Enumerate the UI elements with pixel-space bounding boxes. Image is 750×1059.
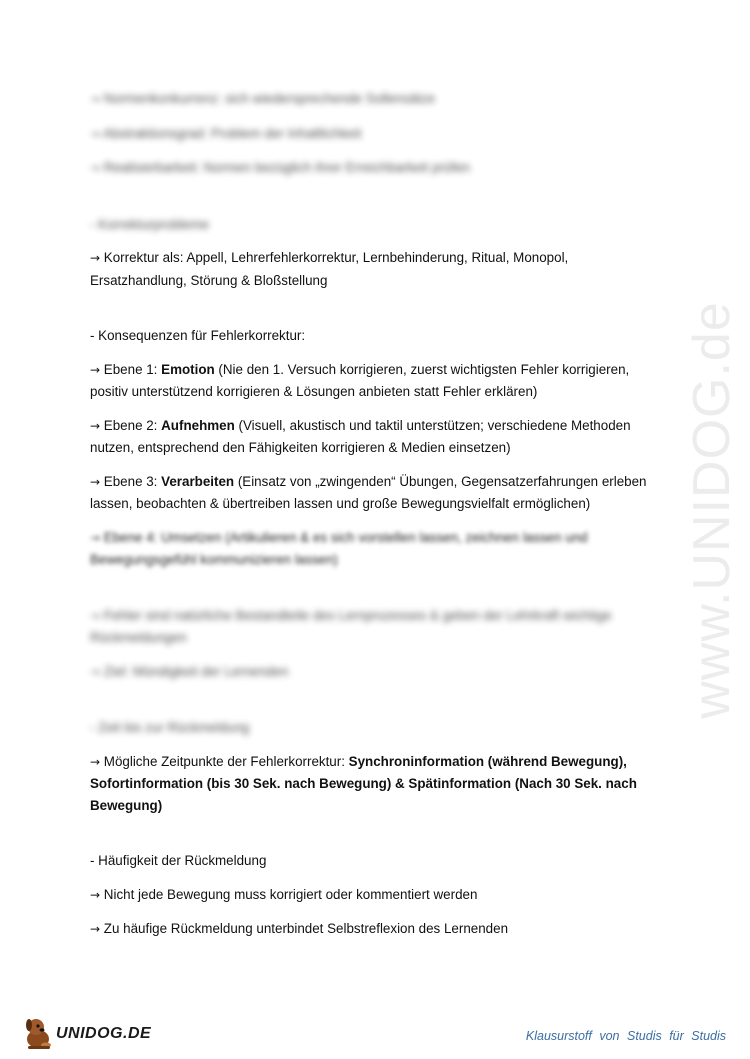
blurred-line-2: → Abstraktionsgrad: Problem der Inhaltlichkeit xyxy=(90,125,362,141)
ebene-2-paragraph: → Ebene 2: Aufnehmen (Visuell, akustisch und taktil unterstützen; verschiedene Methoden nutzen, entsprechend den Fähigkeiten korrigieren & Medien einsetzen) xyxy=(90,417,631,455)
watermark xyxy=(672,280,750,740)
zeitpunkte-paragraph: → Mögliche Zeitpunkte der Fehlerkorrektur: Synchroninformation (während Bewegung), Sofortinformation (bis 30 Sek. nach Bewegung) & Spätinformation (Nach 30 Sek. nach Bewegung) xyxy=(90,753,637,813)
footer-tagline: Klausurstoff von Studis für Studis xyxy=(525,1029,726,1043)
blurred-line-fehler: → Fehler sind natürliche Bestandteile des Lernprozesses & geben der Lehrkraft wichtige Rückmeldungen xyxy=(90,607,612,645)
arrow-icon: → xyxy=(90,362,101,377)
arrow-icon: → xyxy=(90,418,101,433)
blurred-line-3: → Realisierbarkeit: Normen bezüglich ihrer Erreichbarkeit prüfen xyxy=(90,160,470,175)
haeufigkeit-heading: - Häufigkeit der Rückmeldung xyxy=(90,853,267,868)
arrow-icon: → xyxy=(90,251,101,265)
document-body xyxy=(90,88,660,953)
blurred-line-ziel: → Ziel: Mündigkeit der Lernenden xyxy=(90,663,289,679)
arrow-icon: → xyxy=(90,887,101,902)
ebene-3-paragraph: → Ebene 3: Verarbeiten (Einsatz von „zwingenden“ Übungen, Gegensatzerfahrungen erleben lassen, beobachten & übertreiben lassen und große Bewegungsvielfalt ermöglichen) xyxy=(90,473,647,511)
arrow-icon: → xyxy=(90,474,101,489)
haeufigkeit-paragraph-2: → Zu häufige Rückmeldung unterbindet Selbstreflexion des Lernenden xyxy=(90,921,509,936)
page-footer xyxy=(0,1005,750,1059)
blurred-heading-zeit: - Zeit bis zur Rückmeldung xyxy=(90,720,250,735)
blurred-line-1: → Normenkonkurrenz: sich wiedersprechende Sollensätze xyxy=(90,91,436,106)
konsequenzen-heading: - Konsequenzen für Fehlerkorrektur: xyxy=(90,328,306,343)
watermark-text: www.UNIDOG.de xyxy=(683,301,741,719)
dog-icon xyxy=(22,1015,56,1051)
haeufigkeit-paragraph-1: → Nicht jede Bewegung muss korrigiert oder kommentiert werden xyxy=(90,886,478,902)
blurred-heading-korrekturprobleme: - Korrekturprobleme xyxy=(90,216,210,232)
unidog-logo[interactable] xyxy=(22,1015,162,1051)
ebene-1-paragraph: → Ebene 1: Emotion (Nie den 1. Versuch korrigieren, zuerst wichtigsten Fehler korrigieren, positiv unterstützend korrigieren & Lösungen anbieten statt Fehler erklären) xyxy=(90,361,630,399)
logo-text: UNIDOG.DE xyxy=(56,1025,152,1042)
blurred-ebene-4: → Ebene 4: Umsetzen (Artikulieren & es sich vorstellen lassen, zeichnen lassen und Bewegungsgefühl kommunizieren lassen) xyxy=(90,529,588,567)
arrow-icon: → xyxy=(90,922,101,936)
arrow-icon: → xyxy=(90,754,101,769)
korrektur-paragraph: → Korrektur als: Appell, Lehrerfehlerkorrektur, Lernbehinderung, Ritual, Monopol, Ersatzhandlung, Störung & Bloßstellung xyxy=(90,250,569,288)
